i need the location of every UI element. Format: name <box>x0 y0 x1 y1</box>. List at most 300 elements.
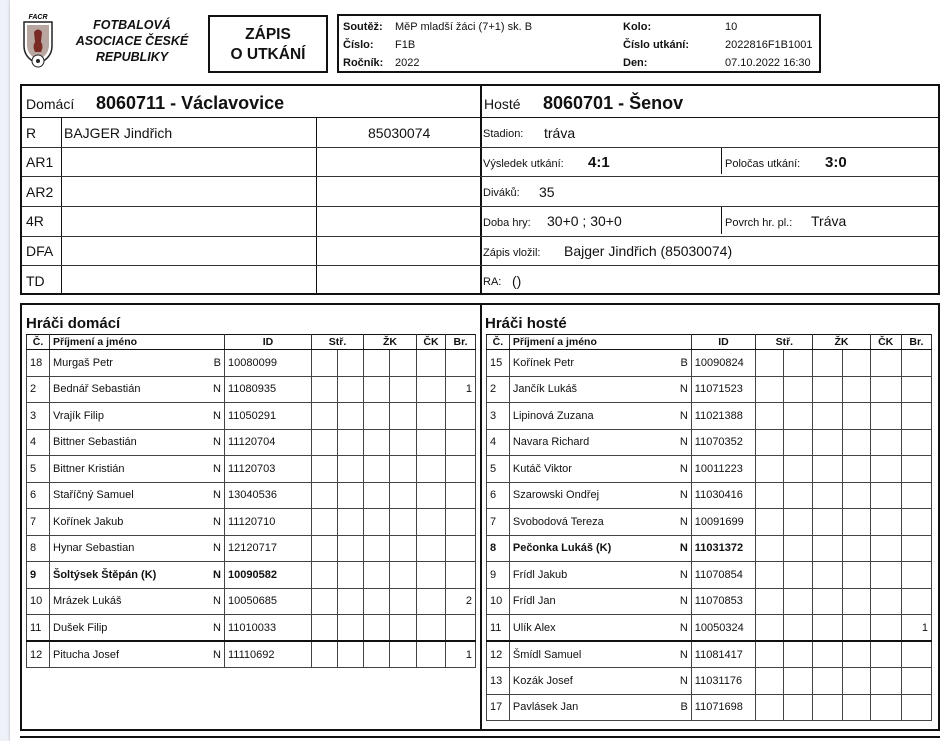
soutez-value: MěP mladší žáci (7+1) sk. B <box>395 21 533 33</box>
player-str-a <box>312 588 338 615</box>
col-br: Br. <box>901 335 931 350</box>
away-label: Hosté <box>484 96 521 112</box>
player-type: N <box>200 376 225 403</box>
player-id: 13040536 <box>225 482 312 509</box>
player-id: 11120704 <box>225 429 312 456</box>
player-str-b <box>338 588 364 615</box>
official-name-r: BAJGER Jindřich <box>64 125 173 141</box>
player-goals: 1 <box>446 376 476 403</box>
player-goals <box>446 403 476 430</box>
player-id: 10090824 <box>691 350 755 377</box>
polocas-value: 3:0 <box>825 154 847 171</box>
player-zk-a <box>813 376 842 403</box>
player-type: N <box>665 615 691 642</box>
player-str-b <box>784 456 813 483</box>
player-str-b <box>338 535 364 562</box>
player-id: 11120710 <box>225 509 312 536</box>
player-type: N <box>200 562 225 589</box>
soutez-label: Soutěž: <box>343 21 383 33</box>
player-str-a <box>312 535 338 562</box>
player-str-b <box>784 562 813 589</box>
player-id: 11030416 <box>691 482 755 509</box>
player-str-a <box>756 509 784 536</box>
official-role-dfa: DFA <box>26 243 54 259</box>
player-number: 3 <box>487 403 510 430</box>
zapis-label: Zápis vložil: <box>483 247 541 259</box>
player-type: N <box>665 509 691 536</box>
player-id: 11070352 <box>691 429 755 456</box>
home-players-title: Hráči domácí <box>26 315 121 332</box>
player-zk-a <box>813 350 842 377</box>
player-goals <box>446 350 476 377</box>
match-report-sheet <box>10 0 951 741</box>
player-goals <box>446 482 476 509</box>
stadion-value: tráva <box>544 125 576 141</box>
player-zk-b <box>842 403 870 430</box>
player-row <box>487 429 932 456</box>
player-str-b <box>784 482 813 509</box>
player-goals <box>901 429 931 456</box>
bottom-border <box>20 736 940 738</box>
player-number: 11 <box>27 615 50 642</box>
player-type: N <box>200 403 225 430</box>
match-meta-box <box>337 14 821 73</box>
player-id: 11050291 <box>225 403 312 430</box>
col-name: Příjmení a jméno <box>509 335 691 350</box>
player-id: 11081417 <box>691 641 755 668</box>
cislo-utkani-value: 2022816F1B1001 <box>725 39 813 51</box>
player-zk-b <box>390 376 417 403</box>
player-type: N <box>665 641 691 668</box>
player-goals <box>901 456 931 483</box>
player-str-a <box>756 376 784 403</box>
col-zk: ŽK <box>364 335 417 350</box>
col-str: Stř. <box>312 335 364 350</box>
player-str-a <box>312 403 338 430</box>
player-zk-a <box>364 403 390 430</box>
player-zk-a <box>364 429 390 456</box>
away-players-title: Hráči hosté <box>485 315 567 332</box>
player-zk-b <box>842 562 870 589</box>
player-type: N <box>665 429 691 456</box>
player-id: 11021388 <box>691 403 755 430</box>
player-ck <box>417 376 446 403</box>
player-name: Pavlásek Jan <box>509 694 665 721</box>
player-goals <box>446 562 476 589</box>
vysledek-label: Výsledek utkání: <box>483 158 564 170</box>
player-type: N <box>665 482 691 509</box>
player-number: 2 <box>487 376 510 403</box>
player-number: 8 <box>487 535 510 562</box>
player-str-b <box>784 509 813 536</box>
player-row <box>27 509 476 536</box>
player-str-b <box>338 509 364 536</box>
player-goals <box>446 456 476 483</box>
player-type: N <box>200 615 225 642</box>
player-ck <box>870 562 901 589</box>
away-team: 8060701 - Šenov <box>543 93 684 113</box>
player-goals <box>901 376 931 403</box>
player-zk-a <box>364 641 390 668</box>
player-goals <box>901 562 931 589</box>
divaku-value: 35 <box>539 184 555 200</box>
player-str-b <box>338 562 364 589</box>
player-name: Kutáč Viktor <box>509 456 665 483</box>
player-id: 11031176 <box>691 668 755 695</box>
player-str-a <box>312 562 338 589</box>
player-name: Šmídl Samuel <box>509 641 665 668</box>
polocas-label: Poločas utkání: <box>725 158 801 170</box>
player-number: 13 <box>487 668 510 695</box>
player-str-b <box>784 668 813 695</box>
player-zk-b <box>842 456 870 483</box>
player-zk-a <box>813 403 842 430</box>
player-type: B <box>200 350 225 377</box>
col-id: ID <box>225 335 312 350</box>
player-row <box>487 641 932 668</box>
player-str-a <box>312 456 338 483</box>
rocnik-label: Ročník: <box>343 57 384 69</box>
player-zk-b <box>842 694 870 721</box>
player-str-b <box>784 403 813 430</box>
player-str-b <box>338 429 364 456</box>
player-str-b <box>338 376 364 403</box>
player-ck <box>870 482 901 509</box>
player-row <box>27 350 476 377</box>
player-name: Navara Richard <box>509 429 665 456</box>
player-ck <box>417 588 446 615</box>
player-ck <box>870 535 901 562</box>
player-str-a <box>312 509 338 536</box>
doba-value: 30+0 ; 30+0 <box>547 213 622 229</box>
player-zk-a <box>813 482 842 509</box>
player-number: 12 <box>27 641 50 668</box>
player-name: Bittner Kristián <box>50 456 200 483</box>
player-str-b <box>784 615 813 642</box>
player-goals <box>901 350 931 377</box>
col-br: Br. <box>446 335 476 350</box>
player-name: Kořínek Petr <box>509 350 665 377</box>
player-ck <box>870 376 901 403</box>
col-str: Stř. <box>756 335 813 350</box>
player-zk-b <box>842 535 870 562</box>
player-number: 10 <box>27 588 50 615</box>
player-id: 11010033 <box>225 615 312 642</box>
player-ck <box>870 429 901 456</box>
player-row <box>487 376 932 403</box>
player-name: Pečonka Lukáš (K) <box>509 535 665 562</box>
player-id: 11070854 <box>691 562 755 589</box>
player-type: N <box>200 641 225 668</box>
cislo-utkani-label: Číslo utkání: <box>623 39 690 51</box>
player-number: 6 <box>487 482 510 509</box>
player-row <box>487 668 932 695</box>
player-str-b <box>784 376 813 403</box>
player-str-a <box>312 350 338 377</box>
player-row <box>487 509 932 536</box>
player-name: Staříčný Samuel <box>50 482 200 509</box>
cislo-label: Číslo: <box>343 39 374 51</box>
player-type: N <box>200 456 225 483</box>
povrch-value: Tráva <box>811 213 847 229</box>
player-name: Kořínek Jakub <box>50 509 200 536</box>
player-number: 8 <box>27 535 50 562</box>
player-id: 10050685 <box>225 588 312 615</box>
official-role-r: R <box>26 125 37 141</box>
ra-label: RA: <box>483 276 502 288</box>
player-name: Hynar Sebastian <box>50 535 200 562</box>
player-number: 12 <box>487 641 510 668</box>
home-team: 8060711 - Václavovice <box>96 93 285 113</box>
den-label: Den: <box>623 57 648 69</box>
document-title <box>208 15 328 73</box>
player-goals <box>446 615 476 642</box>
player-zk-b <box>390 588 417 615</box>
official-id-r: 85030074 <box>368 125 431 141</box>
player-zk-a <box>813 429 842 456</box>
player-str-b <box>338 482 364 509</box>
away-players-table <box>486 334 932 721</box>
player-type: N <box>665 456 691 483</box>
home-players-table <box>26 334 476 668</box>
player-type: N <box>665 403 691 430</box>
org-line-2: ASOCIACE ČESKÉ <box>75 34 189 48</box>
player-zk-b <box>842 641 870 668</box>
player-type: N <box>200 535 225 562</box>
org-line-3: REPUBLIKY <box>95 50 169 64</box>
player-ck <box>417 429 446 456</box>
player-type: N <box>665 562 691 589</box>
player-ck <box>870 350 901 377</box>
cislo-value: F1B <box>395 39 416 51</box>
player-zk-b <box>390 482 417 509</box>
player-zk-b <box>390 403 417 430</box>
player-str-a <box>312 615 338 642</box>
player-goals <box>901 694 931 721</box>
player-id: 10080099 <box>225 350 312 377</box>
player-id: 11071698 <box>691 694 755 721</box>
player-row <box>487 350 932 377</box>
player-goals <box>901 509 931 536</box>
player-zk-b <box>390 641 417 668</box>
player-id: 10011223 <box>691 456 755 483</box>
player-type: N <box>665 535 691 562</box>
player-ck <box>417 562 446 589</box>
player-str-a <box>312 429 338 456</box>
player-ck <box>417 403 446 430</box>
player-number: 2 <box>27 376 50 403</box>
player-id: 10090582 <box>225 562 312 589</box>
player-id: 11080935 <box>225 376 312 403</box>
vysledek-value: 4:1 <box>588 154 610 171</box>
player-name: Frídl Jakub <box>509 562 665 589</box>
player-zk-b <box>842 615 870 642</box>
player-zk-a <box>813 641 842 668</box>
player-zk-b <box>390 535 417 562</box>
player-type: N <box>200 429 225 456</box>
kolo-value: 10 <box>725 21 738 33</box>
player-str-b <box>784 429 813 456</box>
player-zk-a <box>364 376 390 403</box>
player-str-a <box>756 482 784 509</box>
player-str-b <box>784 588 813 615</box>
player-zk-b <box>390 429 417 456</box>
player-row <box>27 641 476 668</box>
player-name: Szarowski Ondřej <box>509 482 665 509</box>
col-c: Č. <box>487 335 510 350</box>
player-name: Vrajík Filip <box>50 403 200 430</box>
player-id: 12120717 <box>225 535 312 562</box>
player-type: N <box>665 588 691 615</box>
player-row <box>27 535 476 562</box>
player-ck <box>870 509 901 536</box>
player-number: 3 <box>27 403 50 430</box>
player-zk-a <box>813 456 842 483</box>
player-zk-a <box>364 456 390 483</box>
home-label: Domácí <box>26 96 75 112</box>
player-row <box>27 588 476 615</box>
player-ck <box>870 588 901 615</box>
player-zk-a <box>364 482 390 509</box>
player-number: 10 <box>487 588 510 615</box>
col-ck: ČK <box>417 335 446 350</box>
title-line-2: O UTKÁNÍ <box>230 46 306 63</box>
player-row <box>27 482 476 509</box>
player-ck <box>870 668 901 695</box>
player-id: 11110692 <box>225 641 312 668</box>
player-type: N <box>665 376 691 403</box>
player-number: 6 <box>27 482 50 509</box>
player-name: Frídl Jan <box>509 588 665 615</box>
player-row <box>487 588 932 615</box>
player-str-a <box>756 615 784 642</box>
player-row <box>487 535 932 562</box>
player-str-b <box>338 615 364 642</box>
official-role-ar1: AR1 <box>26 154 54 170</box>
player-goals <box>901 668 931 695</box>
player-str-b <box>338 641 364 668</box>
player-id: 11031372 <box>691 535 755 562</box>
col-c: Č. <box>27 335 50 350</box>
player-name: Jančík Lukáš <box>509 376 665 403</box>
player-name: Mrázek Lukáš <box>50 588 200 615</box>
col-id: ID <box>691 335 755 350</box>
player-ck <box>417 615 446 642</box>
player-name: Dušek Filip <box>50 615 200 642</box>
player-str-a <box>756 535 784 562</box>
player-number: 5 <box>487 456 510 483</box>
player-row <box>487 403 932 430</box>
player-name: Svobodová Tereza <box>509 509 665 536</box>
player-row <box>487 694 932 721</box>
player-str-a <box>756 429 784 456</box>
player-row <box>487 482 932 509</box>
player-ck <box>870 641 901 668</box>
rocnik-value: 2022 <box>395 57 420 69</box>
kolo-label: Kolo: <box>623 21 652 33</box>
logo-text: FACR <box>28 14 48 21</box>
player-name: Bednář Sebastián <box>50 376 200 403</box>
player-zk-a <box>813 588 842 615</box>
player-zk-a <box>364 350 390 377</box>
player-number: 9 <box>27 562 50 589</box>
player-zk-b <box>842 429 870 456</box>
player-str-b <box>338 350 364 377</box>
stadion-label: Stadion: <box>483 128 524 140</box>
povrch-label: Povrch hr. pl.: <box>725 217 793 229</box>
player-row <box>27 403 476 430</box>
player-str-a <box>756 562 784 589</box>
player-goals <box>901 482 931 509</box>
col-name: Příjmení a jméno <box>50 335 225 350</box>
player-str-b <box>338 403 364 430</box>
player-ck <box>870 403 901 430</box>
den-value: 07.10.2022 16:30 <box>725 57 811 69</box>
player-zk-b <box>842 588 870 615</box>
player-zk-b <box>390 456 417 483</box>
player-name: Lipinová Zuzana <box>509 403 665 430</box>
player-id: 11070853 <box>691 588 755 615</box>
player-goals <box>901 403 931 430</box>
player-zk-b <box>390 350 417 377</box>
facr-logo-icon <box>20 12 56 72</box>
player-row <box>487 562 932 589</box>
player-goals: 1 <box>901 615 931 642</box>
player-str-a <box>312 376 338 403</box>
player-type: B <box>665 350 691 377</box>
player-number: 17 <box>487 694 510 721</box>
player-name: Pitucha Josef <box>50 641 200 668</box>
player-zk-a <box>364 562 390 589</box>
player-str-a <box>756 668 784 695</box>
title-line-1: ZÁPIS <box>245 26 291 43</box>
player-ck <box>417 509 446 536</box>
player-zk-a <box>364 588 390 615</box>
player-id: 11120703 <box>225 456 312 483</box>
player-zk-a <box>813 668 842 695</box>
player-number: 5 <box>27 456 50 483</box>
player-number: 7 <box>487 509 510 536</box>
player-id: 10091699 <box>691 509 755 536</box>
player-goals: 2 <box>446 588 476 615</box>
player-goals <box>901 588 931 615</box>
player-zk-b <box>842 482 870 509</box>
player-row <box>27 429 476 456</box>
player-zk-b <box>390 615 417 642</box>
player-zk-b <box>842 509 870 536</box>
player-goals <box>901 641 931 668</box>
doba-label: Doba hry: <box>483 217 531 229</box>
player-id: 10050324 <box>691 615 755 642</box>
player-str-a <box>756 350 784 377</box>
player-type: N <box>200 482 225 509</box>
player-str-a <box>756 641 784 668</box>
player-zk-a <box>813 562 842 589</box>
player-ck <box>870 615 901 642</box>
player-str-b <box>784 535 813 562</box>
player-number: 15 <box>487 350 510 377</box>
player-ck <box>417 535 446 562</box>
player-goals <box>446 429 476 456</box>
player-str-a <box>756 403 784 430</box>
player-zk-a <box>813 509 842 536</box>
player-str-b <box>784 694 813 721</box>
zapis-value: Bajger Jindřich (85030074) <box>564 243 733 259</box>
player-zk-a <box>364 615 390 642</box>
player-ck <box>870 456 901 483</box>
player-str-b <box>338 456 364 483</box>
player-row <box>487 615 932 642</box>
